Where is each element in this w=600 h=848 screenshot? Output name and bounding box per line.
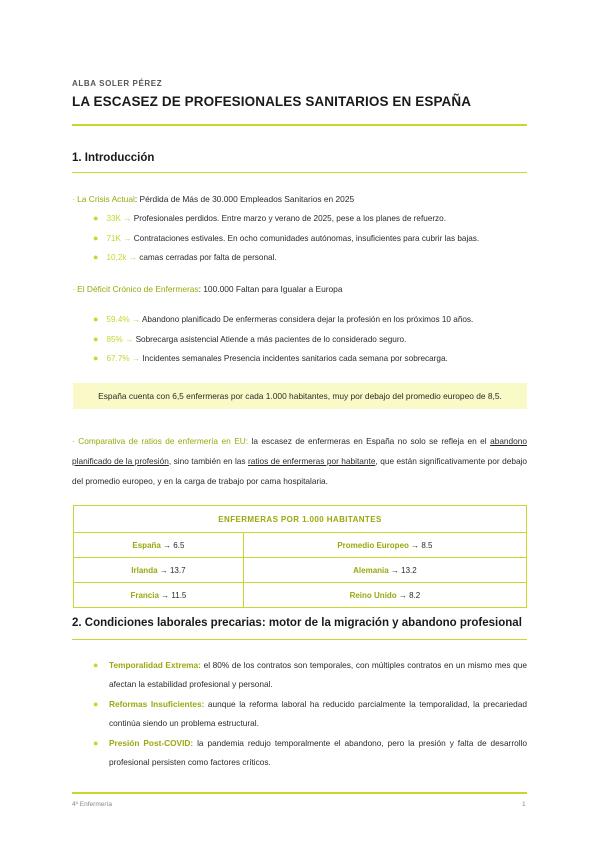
table-header: ENFERMERAS POR 1.000 HABITANTES [74,506,527,533]
bullet-dot-icon: ● [93,314,99,324]
item-number: 85% → [106,335,134,344]
item-text: Profesionales perdidos. Entre marzo y verano de 2025, pese a los planes de refuerzo. [133,214,446,223]
footer-course: 4º Enfermería [72,801,112,808]
item-number: 10,2k → [106,253,137,262]
condition-label: Presión Post-COVID: [109,738,194,748]
table-cell [243,558,526,583]
table-cell [243,583,526,608]
author-name: ALBA SOLER PÉREZ [72,79,163,88]
table-row [74,558,527,583]
deficit-label: El Déficit Crónico de Enfermeras [77,284,199,294]
list-item [93,334,406,344]
list-item [93,213,446,223]
condition-item [93,695,527,733]
item-text: Incidentes semanales Presencia incidentes sanitarios cada semana por sobrecarga. [142,354,448,363]
country-name: Promedio Europeo [337,540,409,550]
country-name: Irlanda [131,565,158,575]
document-title: LA ESCASEZ DE PROFESIONALES SANITARIOS EN ESPAÑA [72,94,472,109]
section-1-divider [72,172,527,173]
condition-item [93,656,527,694]
page-number: 1 [522,801,526,808]
underlined-text: ratios de enfermeras por habitante [248,456,376,466]
bullet-dot-icon: ● [93,213,99,223]
list-item [93,252,277,262]
bullet-dot-icon: ● [93,233,99,243]
item-number: 67.7% → [106,354,141,363]
table-cell [243,533,526,558]
crisis-lead: · La Crisis Actual: Pérdida de Más de 30.000 Empleados Sanitarios en 2025 [72,194,355,204]
item-number: 71K → [106,234,132,243]
paragraph-text: , que están significativamente por debajo del promedio europeo, y en la carga de trabajo por cama hospitalaria. [72,456,528,486]
item-text: camas cerradas por falta de personal. [139,253,277,262]
bullet-dot-icon: ● [93,738,99,748]
footer-divider [72,792,527,794]
deficit-text: 100.000 Faltan para Igualar a Europa [203,284,343,294]
bullet-dot-icon: ● [93,353,99,363]
item-text: Abandono planificado De enfermeras considera dejar la profesión en los próximos 10 años. [141,315,474,324]
item-text: Contrataciones estivales. En ocho comunidades autónomas, insuficientes para cubrir las bajas. [133,234,480,243]
bullet-dot-icon: ● [93,699,99,709]
section-2-divider [72,639,527,640]
country-name: Francia [130,590,159,600]
ratio-value: → 6.5 [160,540,185,550]
ratio-value: → 8.2 [396,590,421,600]
section-1-heading: 1. Introducción [72,152,155,164]
item-number: 59.4% → [106,315,141,324]
condition-label: Temporalidad Extrema: [109,660,201,670]
list-item [93,314,473,324]
deficit-lead: · El Déficit Crónico de Enfermeras: 100.000 Faltan para Igualar a Europa [72,284,343,294]
country-name: Alemania [353,565,389,575]
country-name: Reino Unido [349,590,397,600]
table-cell [74,558,244,583]
bullet-mark: · [72,194,75,204]
condition-text: aunque la reforma laboral ha reducido parcialmente la temporalidad, la precariedad continúa siendo un problema estructural. [109,699,527,728]
ratio-value: → 11.5 [158,590,187,600]
table-cell [74,583,244,608]
condition-text: la pandemia redujo temporalmente el abandono, pero la presión y falta de desarrollo profesional persisten como factores críticos. [109,738,527,767]
ratio-value: → 8.5 [408,540,433,550]
crisis-text: Pérdida de Más de 30.000 Empleados Sanitarios en 2025 [139,194,355,204]
bullet-dot-icon: ● [93,252,99,262]
ratio-value: → 13.7 [157,565,186,575]
condition-item [93,734,527,772]
country-name: España [132,540,161,550]
paragraph-text: la escasez de enfermeras en España no solo se refleja en el [248,436,491,446]
ratio-table [73,505,527,608]
bullet-mark: · [72,284,75,294]
comparison-label: Comparativa de ratios de enfermería en EU: [78,436,249,446]
item-text: Sobrecarga asistencial Atiende a más pacientes de lo considerado seguro. [135,335,407,344]
title-divider [72,124,527,126]
list-item [93,233,479,243]
table-cell [74,533,244,558]
highlight-note: España cuenta con 6,5 enfermeras por cada 1.000 habitantes, muy por debajo del promedio europeo de 8,5. [73,383,527,409]
item-number: 33K → [106,214,132,223]
bullet-dot-icon: ● [93,334,99,344]
underlined-text: abandono planificado de la profesión [72,436,528,466]
condition-label: Reformas Insuficientes: [109,699,205,709]
comparison-paragraph [72,431,527,491]
bullet-mark: · [72,436,75,446]
ratio-value: → 13.2 [388,565,417,575]
condition-text: el 80% de los contratos son temporales, con múltiples contratos en un mismo mes que afectan la estabilidad profesional y personal. [109,660,527,689]
bullet-dot-icon: ● [93,660,99,670]
table-row [74,583,527,608]
crisis-label: La Crisis Actual [77,194,135,204]
table-row [74,533,527,558]
section-2-heading: 2. Condiciones laborales precarias: motor de la migración y abandono profesional [72,617,522,629]
paragraph-text: , sino también en las [168,456,249,466]
list-item [93,353,448,363]
